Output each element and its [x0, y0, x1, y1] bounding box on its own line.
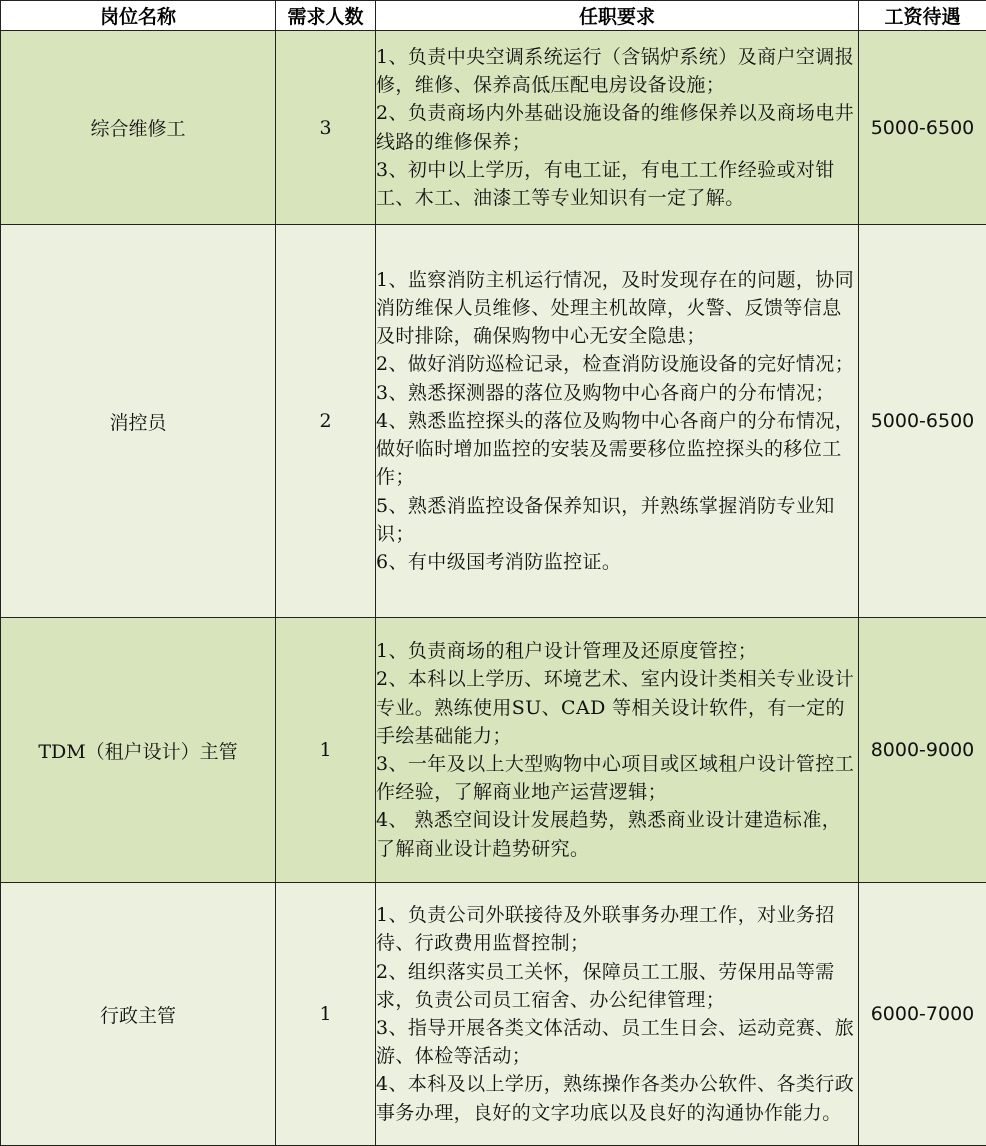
header-position-name: 岗位名称 [1, 1, 276, 31]
header-headcount: 需求人数 [276, 1, 376, 31]
salary: 5000-6500 [859, 31, 986, 225]
table-row [1, 618, 986, 883]
salary: 8000-9000 [859, 618, 986, 883]
requirement-item: 2、做好消防巡检记录，检查消防设施设备的完好情况； [376, 350, 858, 378]
table-row [1, 883, 986, 1146]
requirement-item: 4、熟悉监控探头的落位及购物中心各商户的分布情况，做好临时增加监控的安装及需要移位监控探头的移位工作； [376, 407, 858, 492]
requirement-item: 3、一年及以上大型购物中心项目或区域租户设计管控工作经验，了解商业地产运营逻辑； [376, 750, 858, 806]
salary: 6000-7000 [859, 883, 986, 1146]
requirement-item: 3、熟悉探测器的落位及购物中心各商户的分布情况； [376, 379, 858, 407]
requirements-cell [376, 618, 859, 883]
requirement-item: 3、指导开展各类文体活动、员工生日会、运动竞赛、旅游、体检等活动； [376, 1014, 858, 1070]
position-name: 综合维修工 [1, 31, 276, 225]
requirement-item: 2、组织落实员工关怀，保障员工工服、劳保用品等需求，负责公司员工宿舍、办公纪律管理； [376, 958, 858, 1014]
headcount: 1 [276, 618, 376, 883]
requirement-item: 6、有中级国考消防监控证。 [376, 548, 858, 576]
requirement-item: 5、熟悉消监控设备保养知识，并熟练掌握消防专业知识； [376, 492, 858, 548]
requirement-item: 1、负责中央空调系统运行（含锅炉系统）及商户空调报修，维修、保养高低压配电房设备设施； [376, 43, 858, 99]
header-requirements: 任职要求 [376, 1, 859, 31]
position-name: 消控员 [1, 225, 276, 618]
position-name: 行政主管 [1, 883, 276, 1146]
requirement-item: 3、初中以上学历，有电工证，有电工工作经验或对钳工、木工、油漆工等专业知识有一定了解。 [376, 156, 858, 212]
headcount: 3 [276, 31, 376, 225]
requirements-cell [376, 225, 859, 618]
requirement-item: 2、本科以上学历、环境艺术、室内设计类相关专业设计专业。熟练使用SU、CAD 等相关设计软件，有一定的手绘基础能力； [376, 665, 858, 750]
position-name: TDM（租户设计）主管 [1, 618, 276, 883]
header-salary: 工资待遇 [859, 1, 986, 31]
requirements-cell [376, 31, 859, 225]
requirement-item: 1、监察消防主机运行情况，及时发现存在的问题，协同消防维保人员维修、处理主机故障，火警、反馈等信息及时排除，确保购物中心无安全隐患； [376, 266, 858, 351]
requirement-item: 1、负责公司外联接待及外联事务办理工作，对业务招待、行政费用监督控制； [376, 901, 858, 957]
requirement-item: 4、本科及以上学历，熟练操作各类办公软件、各类行政事务办理，良好的文字功底以及良好的沟通协作能力。 [376, 1070, 858, 1126]
requirement-item: 1、负责商场的租户设计管理及还原度管控； [376, 637, 858, 665]
headcount: 1 [276, 883, 376, 1146]
requirements-cell [376, 883, 859, 1146]
table-header-row [1, 1, 986, 31]
requirement-item: 4、 熟悉空间设计发展趋势，熟悉商业设计建造标准，了解商业设计趋势研究。 [376, 806, 858, 862]
salary: 5000-6500 [859, 225, 986, 618]
requirement-item: 2、负责商场内外基础设施设备的维修保养以及商场电井线路的维修保养； [376, 99, 858, 155]
headcount: 2 [276, 225, 376, 618]
table-row [1, 225, 986, 618]
table-row [1, 31, 986, 225]
